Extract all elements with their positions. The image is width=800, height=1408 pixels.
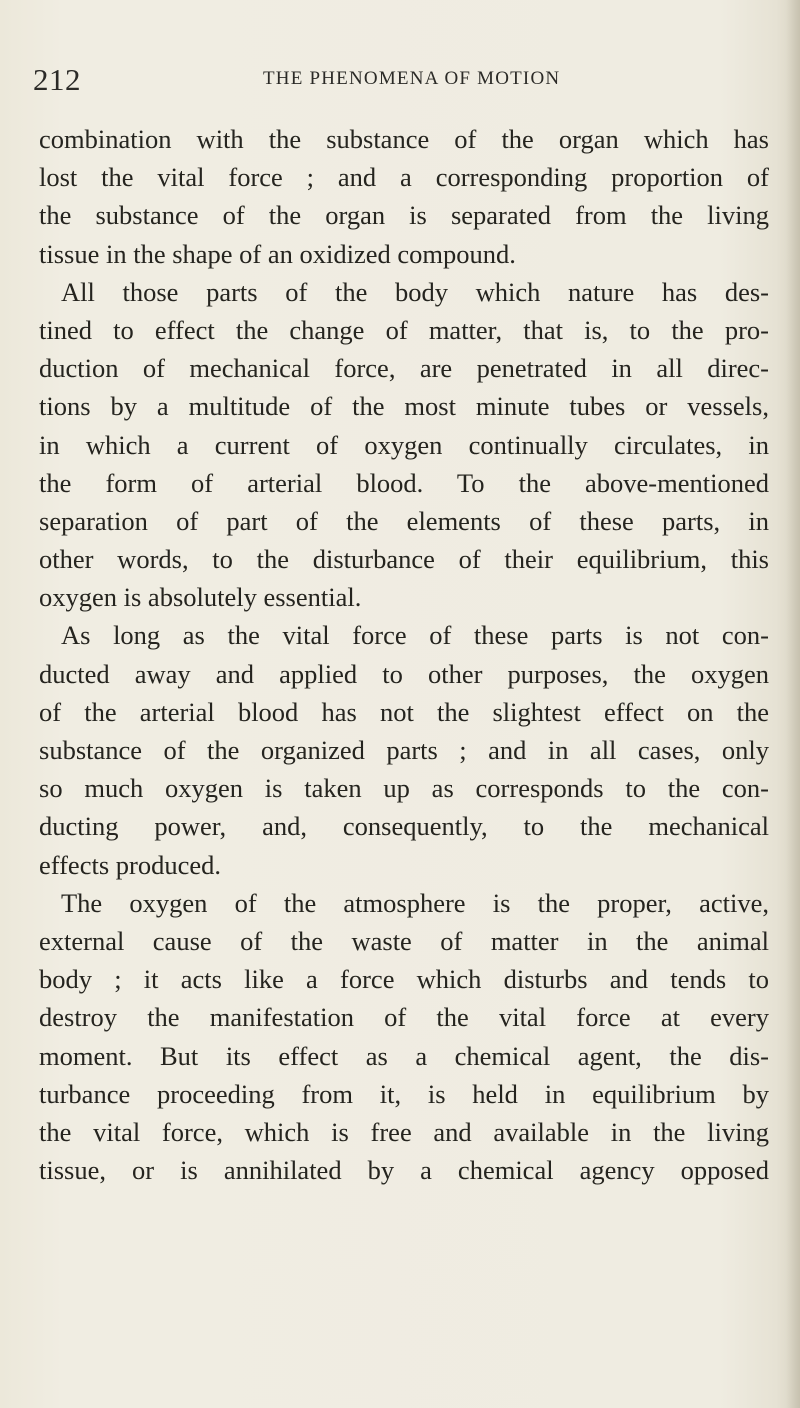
- running-head: THE PHENOMENA OF MOTION: [263, 68, 561, 89]
- page-header: [33, 62, 773, 102]
- text-line: As long as the vital force of these parts is not con-: [61, 620, 769, 651]
- text-line: effects produced.: [39, 849, 221, 880]
- text-line: lost the vital force ; and a corresponding proportion of: [39, 162, 769, 193]
- text-line: moment. But its effect as a chemical agent, the dis-: [39, 1040, 769, 1071]
- page-number: 212: [33, 62, 81, 97]
- page-edge-shadow: [786, 0, 800, 1408]
- text-line: ducted away and applied to other purposes, the oxygen: [39, 658, 769, 689]
- text-line: duction of mechanical force, are penetrated in all direc-: [39, 353, 769, 384]
- text-line: tions by a multitude of the most minute tubes or vessels,: [39, 391, 769, 422]
- text-line: tissue in the shape of an oxidized compound.: [39, 238, 516, 269]
- text-line: external cause of the waste of matter in the animal: [39, 925, 769, 956]
- text-line: turbance proceeding from it, is held in equilibrium by: [39, 1078, 769, 1109]
- text-line: the vital force, which is free and available in the living: [39, 1116, 769, 1147]
- text-line: body ; it acts like a force which disturbs and tends to: [39, 964, 769, 995]
- text-line: tissue, or is annihilated by a chemical agency opposed: [39, 1155, 769, 1186]
- text-line: so much oxygen is taken up as corresponds to the con-: [39, 773, 769, 804]
- body-text: [39, 120, 769, 1189]
- text-line: the substance of the organ is separated from the living: [39, 200, 769, 231]
- text-line: destroy the manifestation of the vital force at every: [39, 1002, 769, 1033]
- text-line: substance of the organized parts ; and in all cases, only: [39, 735, 769, 765]
- text-line: All those parts of the body which nature has des-: [61, 276, 769, 307]
- text-line: oxygen is absolutely essential.: [39, 582, 362, 613]
- text-line: combination with the substance of the organ which has: [39, 124, 769, 154]
- text-line: tined to effect the change of matter, that is, to the pro-: [39, 314, 769, 345]
- text-line: of the arterial blood has not the slightest effect on the: [39, 696, 769, 727]
- text-line: the form of arterial blood. To the above-mentioned: [39, 467, 769, 498]
- text-line: other words, to the disturbance of their equilibrium, this: [39, 544, 769, 575]
- text-line: The oxygen of the atmosphere is the proper, active,: [61, 887, 769, 918]
- text-line: separation of part of the elements of these parts, in: [39, 505, 769, 536]
- text-line: in which a current of oxygen continually circulates, in: [39, 429, 769, 460]
- text-line: ducting power, and, consequently, to the mechanical: [39, 811, 769, 842]
